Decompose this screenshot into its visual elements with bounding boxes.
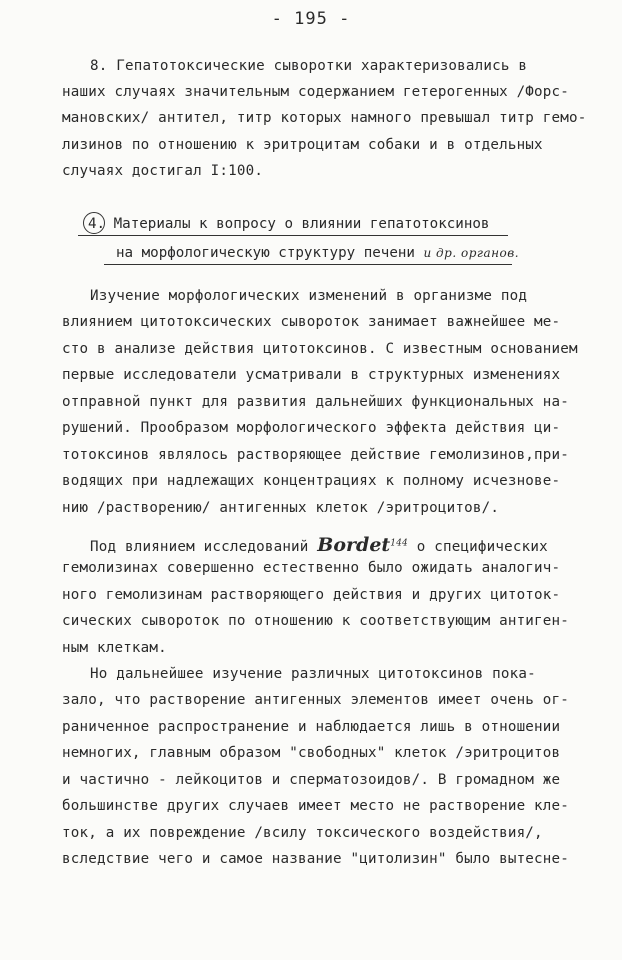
page-number: - 195 -: [271, 9, 351, 29]
p3-line-7: ток, а их повреждение /всилу токсического воздействия/,: [62, 825, 543, 841]
p2-line-3: ного гемолизинам растворяющего действия и других цитоток-: [62, 587, 561, 603]
p3-line-5: и частично - лейкоцитов и сперматозоидов/. В громадном же: [62, 772, 561, 788]
p3-line-4: немногих, главным образом "свободных" клеток /эритроцитов: [62, 745, 561, 761]
p1-line-3: сто в анализе действия цитотоксинов. С известным основанием: [62, 341, 578, 357]
p1-line-6: рушений. Прообразом морфологического эффекта действия ци-: [62, 420, 561, 436]
author-name-bordet: Bordet: [317, 534, 391, 556]
heading-underline-1: [78, 235, 508, 236]
p1-line-9: нию /растворению/ антигенных клеток /эритроцитов/.: [62, 500, 500, 516]
item8-line-3: мановских/ антител, титр которых намного превышал титр гемо-: [62, 110, 587, 126]
p3-line-6: большинстве других случаев имеет место не растворение кле-: [62, 798, 570, 814]
p3-line-2: зало, что растворение антигенных элементов имеет очень ог-: [62, 692, 570, 708]
section-heading-line-2: [116, 245, 519, 261]
item8-line-5: случаях достигал I:100.: [62, 163, 264, 179]
p3-line-8: вследствие чего и самое название "цитолизин" было вытесне-: [62, 851, 570, 867]
item8-line-2: наших случаях значительным содержанием гетерогенных /Форс-: [62, 84, 570, 100]
p2-line-1: [90, 534, 548, 556]
p1-line-5: отправной пункт для развития дальнейших функциональных на-: [62, 394, 570, 410]
p1-line-1: Изучение морфологических изменений в организме под: [90, 288, 528, 304]
p1-line-7: тотоксинов являлось растворяющее действие гемолизинов,при-: [62, 447, 570, 463]
section-heading-line-1: [88, 216, 489, 232]
p1-line-4: первые исследователи усматривали в структурных изменениях: [62, 367, 561, 383]
section-title-2: на морфологическую структуру печени: [116, 245, 415, 261]
p2-line-4: сических сывороток по отношению к соответствующим антиген-: [62, 613, 570, 629]
section-title-1: . Материалы к вопросу о влиянии гепатотоксинов: [96, 216, 490, 232]
p1-line-2: влиянием цитотоксических сывороток занимает важнейшее ме-: [62, 314, 561, 330]
p2-suffix: о специфических: [416, 539, 548, 555]
item8-line-1: 8. Гепатотоксические сыворотки характеризовались в: [90, 58, 528, 74]
heading-underline-2: [104, 264, 512, 265]
item8-line-4: лизинов по отношению к эритроцитам собаки и в отдельных: [62, 137, 543, 153]
p2-prefix: Под влиянием исследований: [90, 539, 309, 555]
section-number: 4: [88, 216, 97, 232]
p2-line-5: ным клеткам.: [62, 640, 167, 656]
author-reference: 144: [390, 538, 408, 549]
handwritten-addition: и др. органов.: [423, 246, 520, 260]
p3-line-3: раниченное распространение и наблюдается лишь в отношении: [62, 719, 561, 735]
p2-line-2: гемолизинах совершенно естественно было ожидать аналогич-: [62, 560, 561, 576]
p3-line-1: Но дальнейшее изучение различных цитотоксинов пока-: [90, 666, 536, 682]
p1-line-8: водящих при надлежащих концентрациях к полному исчезнове-: [62, 473, 561, 489]
